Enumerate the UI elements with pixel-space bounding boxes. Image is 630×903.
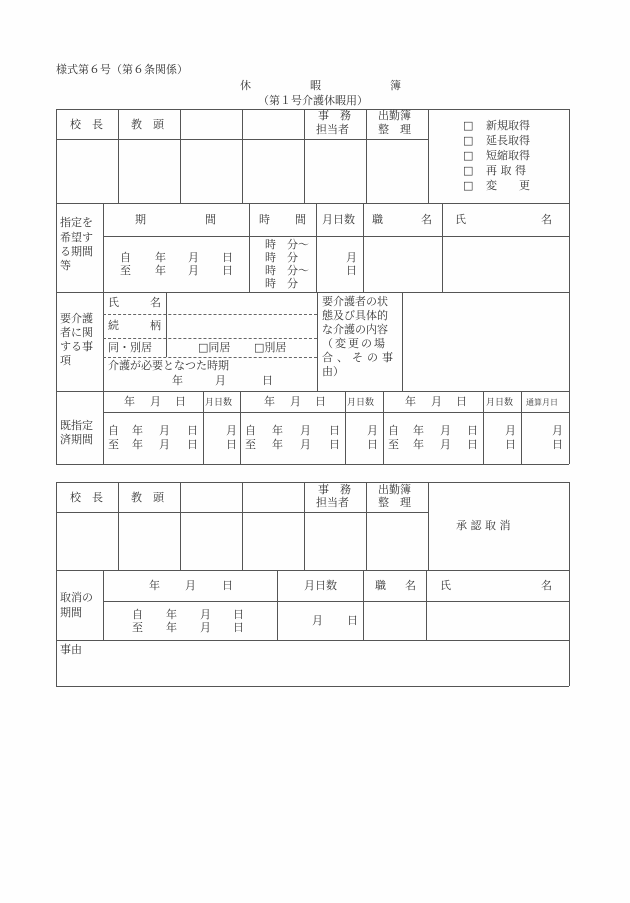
past1-from-year: 年 [132,424,143,437]
past-period-label-1: 既指定 [60,419,93,432]
past2-from-month: 月 [300,424,311,437]
past1-to: 至 [108,438,119,451]
form-number: 様式第６号（第６条関係） [56,63,188,76]
care-name-label-a: 氏 [108,296,119,309]
past3-from-month: 月 [440,424,451,437]
cancel-header-attendance-2: 整 理 [378,496,411,509]
checkbox-reacquire-label: 再 取 得 [486,164,526,177]
days-month-label: 月 [346,251,357,264]
hour-label: 時 [265,277,276,290]
header-vice-principal: 教 頭 [131,118,164,131]
past1-day-header: 日 [175,395,186,408]
past2-month-header: 月 [290,395,301,408]
reason-field[interactable] [58,656,567,684]
cancel-month-header: 月 [185,579,196,592]
title-char-1: 休 [240,79,251,92]
past1-days-day: 日 [226,438,237,451]
cancel-header-vice-principal: 教 頭 [131,491,164,504]
cancel-from-day: 日 [233,608,244,621]
header-days: 月日数 [322,213,355,226]
past1-from-month: 月 [159,424,170,437]
past2-to-day: 日 [329,438,340,451]
cancel-period-label-1: 取消の [60,591,93,604]
year-label: 年 [155,264,166,277]
minute-label: 分 [287,277,298,290]
past1-to-day: 日 [187,438,198,451]
past2-days-month: 月 [367,424,378,437]
checkbox-extend-label: 延長取得 [486,134,530,147]
past3-month-header: 月 [431,395,442,408]
condition-label-1: 要介護者の状 [322,295,388,308]
past2-to-year: 年 [272,438,283,451]
care-needed-label: 介護が必要となつた時期 [108,359,229,372]
cancel-year-header: 年 [149,579,160,592]
header-principal: 校 長 [70,118,103,131]
checkbox-reacquire[interactable]: □ [463,164,474,177]
past2-year-header: 年 [264,395,275,408]
checkbox-shorten[interactable]: □ [463,149,474,162]
care-recipient-label-2: 者に関 [60,326,93,339]
past1-from: 自 [108,424,119,437]
past3-to-year: 年 [413,438,424,451]
checkbox-new[interactable]: □ [463,119,474,132]
past3-days-month: 月 [505,424,516,437]
header-name-b: 名 [541,213,552,226]
checkbox-new-label: 新規取得 [486,119,530,132]
requested-period-label-3: る期間 [60,245,93,258]
care-needed-year: 年 [172,374,183,387]
past3-from-day: 日 [467,424,478,437]
past3-year-header: 年 [405,395,416,408]
header-name-a: 氏 [455,213,466,226]
past1-to-year: 年 [132,438,143,451]
past1-days-header: 月日数 [205,398,233,408]
past3-to-day: 日 [467,438,478,451]
requested-period-label-4: 等 [60,259,71,272]
total-days-header: 通算月日 [526,398,558,407]
checkbox-extend[interactable]: □ [463,134,474,147]
checkbox-living-together[interactable]: □同居 [198,341,231,354]
past2-from-day: 日 [329,424,340,437]
cancel-to-month: 月 [200,621,211,634]
past2-from: 自 [245,424,256,437]
from-label: 自 [120,251,131,264]
header-clerk-1: 事 務 [318,109,351,122]
cancel-days-header: 月日数 [304,579,337,592]
past2-from-year: 年 [272,424,283,437]
cancel-header-principal: 校 長 [70,491,103,504]
hour-label: 時 [265,251,276,264]
condition-label-4: （変更の場 [322,337,387,350]
header-time-a: 時 [259,213,270,226]
past-period-label-2: 済期間 [60,433,93,446]
title-char-2: 暇 [310,79,321,92]
header-time-b: 間 [295,213,306,226]
care-recipient-label-3: する事 [60,340,93,353]
checkbox-change-label: 変 更 [486,179,530,192]
cancel-days-month: 月 [312,614,323,627]
header-period-a: 期 [135,213,146,226]
past1-from-day: 日 [187,424,198,437]
care-name-label-b: 名 [150,296,161,309]
checkbox-change[interactable]: □ [463,179,474,192]
cancel-name-b: 名 [541,579,552,592]
minute-label: 分～ [287,264,309,277]
condition-label-6: 由） [322,365,344,378]
cancel-to-year: 年 [166,621,177,634]
cancel-header-clerk-2: 担当者 [316,496,349,509]
past2-day-header: 日 [315,395,326,408]
condition-field[interactable] [404,293,568,390]
cancel-post-a: 職 [375,579,386,592]
month-label: 月 [188,251,199,264]
year-label: 年 [155,251,166,264]
past3-to: 至 [388,438,399,451]
day-label: 日 [222,251,233,264]
day-label: 日 [222,264,233,277]
cancel-header-attendance-1: 出勤簿 [378,483,411,496]
reason-label: 事由 [60,643,82,656]
hour-label: 時 [265,238,276,251]
past2-days-day: 日 [367,438,378,451]
cancel-to: 至 [132,621,143,634]
cancel-period-label-2: 期間 [60,606,82,619]
requested-period-label-2: 希望す [60,231,93,244]
cancel-from: 自 [132,608,143,621]
total-days-month: 月 [552,424,563,437]
minute-label: 分 [287,251,298,264]
condition-label-3: な介護の内容 [322,323,388,336]
past3-day-header: 日 [456,395,467,408]
checkbox-living-apart[interactable]: □別居 [254,341,287,354]
cancel-days-day: 日 [347,614,358,627]
care-needed-day: 日 [262,374,273,387]
cancel-from-month: 月 [200,608,211,621]
header-post-b: 名 [421,213,432,226]
header-clerk-2: 担当者 [316,123,349,136]
checkbox-shorten-label: 短縮取得 [486,149,530,162]
past3-days-day: 日 [505,438,516,451]
cancel-post-b: 名 [405,579,416,592]
past3-to-month: 月 [440,438,451,451]
header-period-b: 間 [205,213,216,226]
relation-field[interactable] [168,316,316,337]
approval-cancel-label: 承 認 取 消 [456,519,511,532]
relation-label-b: 柄 [150,319,161,332]
care-recipient-label-4: 項 [60,354,71,367]
past2-days-header: 月日数 [347,398,375,408]
to-label: 至 [120,264,131,277]
header-post-a: 職 [372,213,383,226]
care-name-field[interactable] [168,293,316,313]
past2-to-month: 月 [300,438,311,451]
care-needed-month: 月 [215,374,226,387]
minute-label: 分～ [287,238,309,251]
condition-label-2: 態及び具体的 [322,309,388,322]
past3-days-header: 月日数 [486,398,514,408]
past1-days-month: 月 [226,424,237,437]
past1-month-header: 月 [150,395,161,408]
past1-year-header: 年 [124,395,135,408]
month-label: 月 [188,264,199,277]
header-attendance-2: 整 理 [378,123,411,136]
relation-label-a: 続 [108,319,119,332]
total-days-day: 日 [552,438,563,451]
past3-from-year: 年 [413,424,424,437]
title-char-3: 簿 [390,79,401,92]
past1-to-month: 月 [159,438,170,451]
condition-label-5: 合、その事 [322,351,397,364]
cancel-name-a: 氏 [440,579,451,592]
days-day-label: 日 [346,264,357,277]
cancel-from-year: 年 [166,608,177,621]
past2-to: 至 [245,438,256,451]
cancel-header-clerk-1: 事 務 [318,483,351,496]
residence-label: 同・別居 [108,341,152,354]
care-recipient-label-1: 要介護 [60,312,93,325]
header-attendance-1: 出勤簿 [378,109,411,122]
cancel-day-header: 日 [222,579,233,592]
requested-period-label-1: 指定を [60,216,93,229]
hour-label: 時 [265,264,276,277]
subtitle: （第１号介護休暇用） [258,94,368,107]
past3-from: 自 [388,424,399,437]
cancel-to-day: 日 [233,621,244,634]
